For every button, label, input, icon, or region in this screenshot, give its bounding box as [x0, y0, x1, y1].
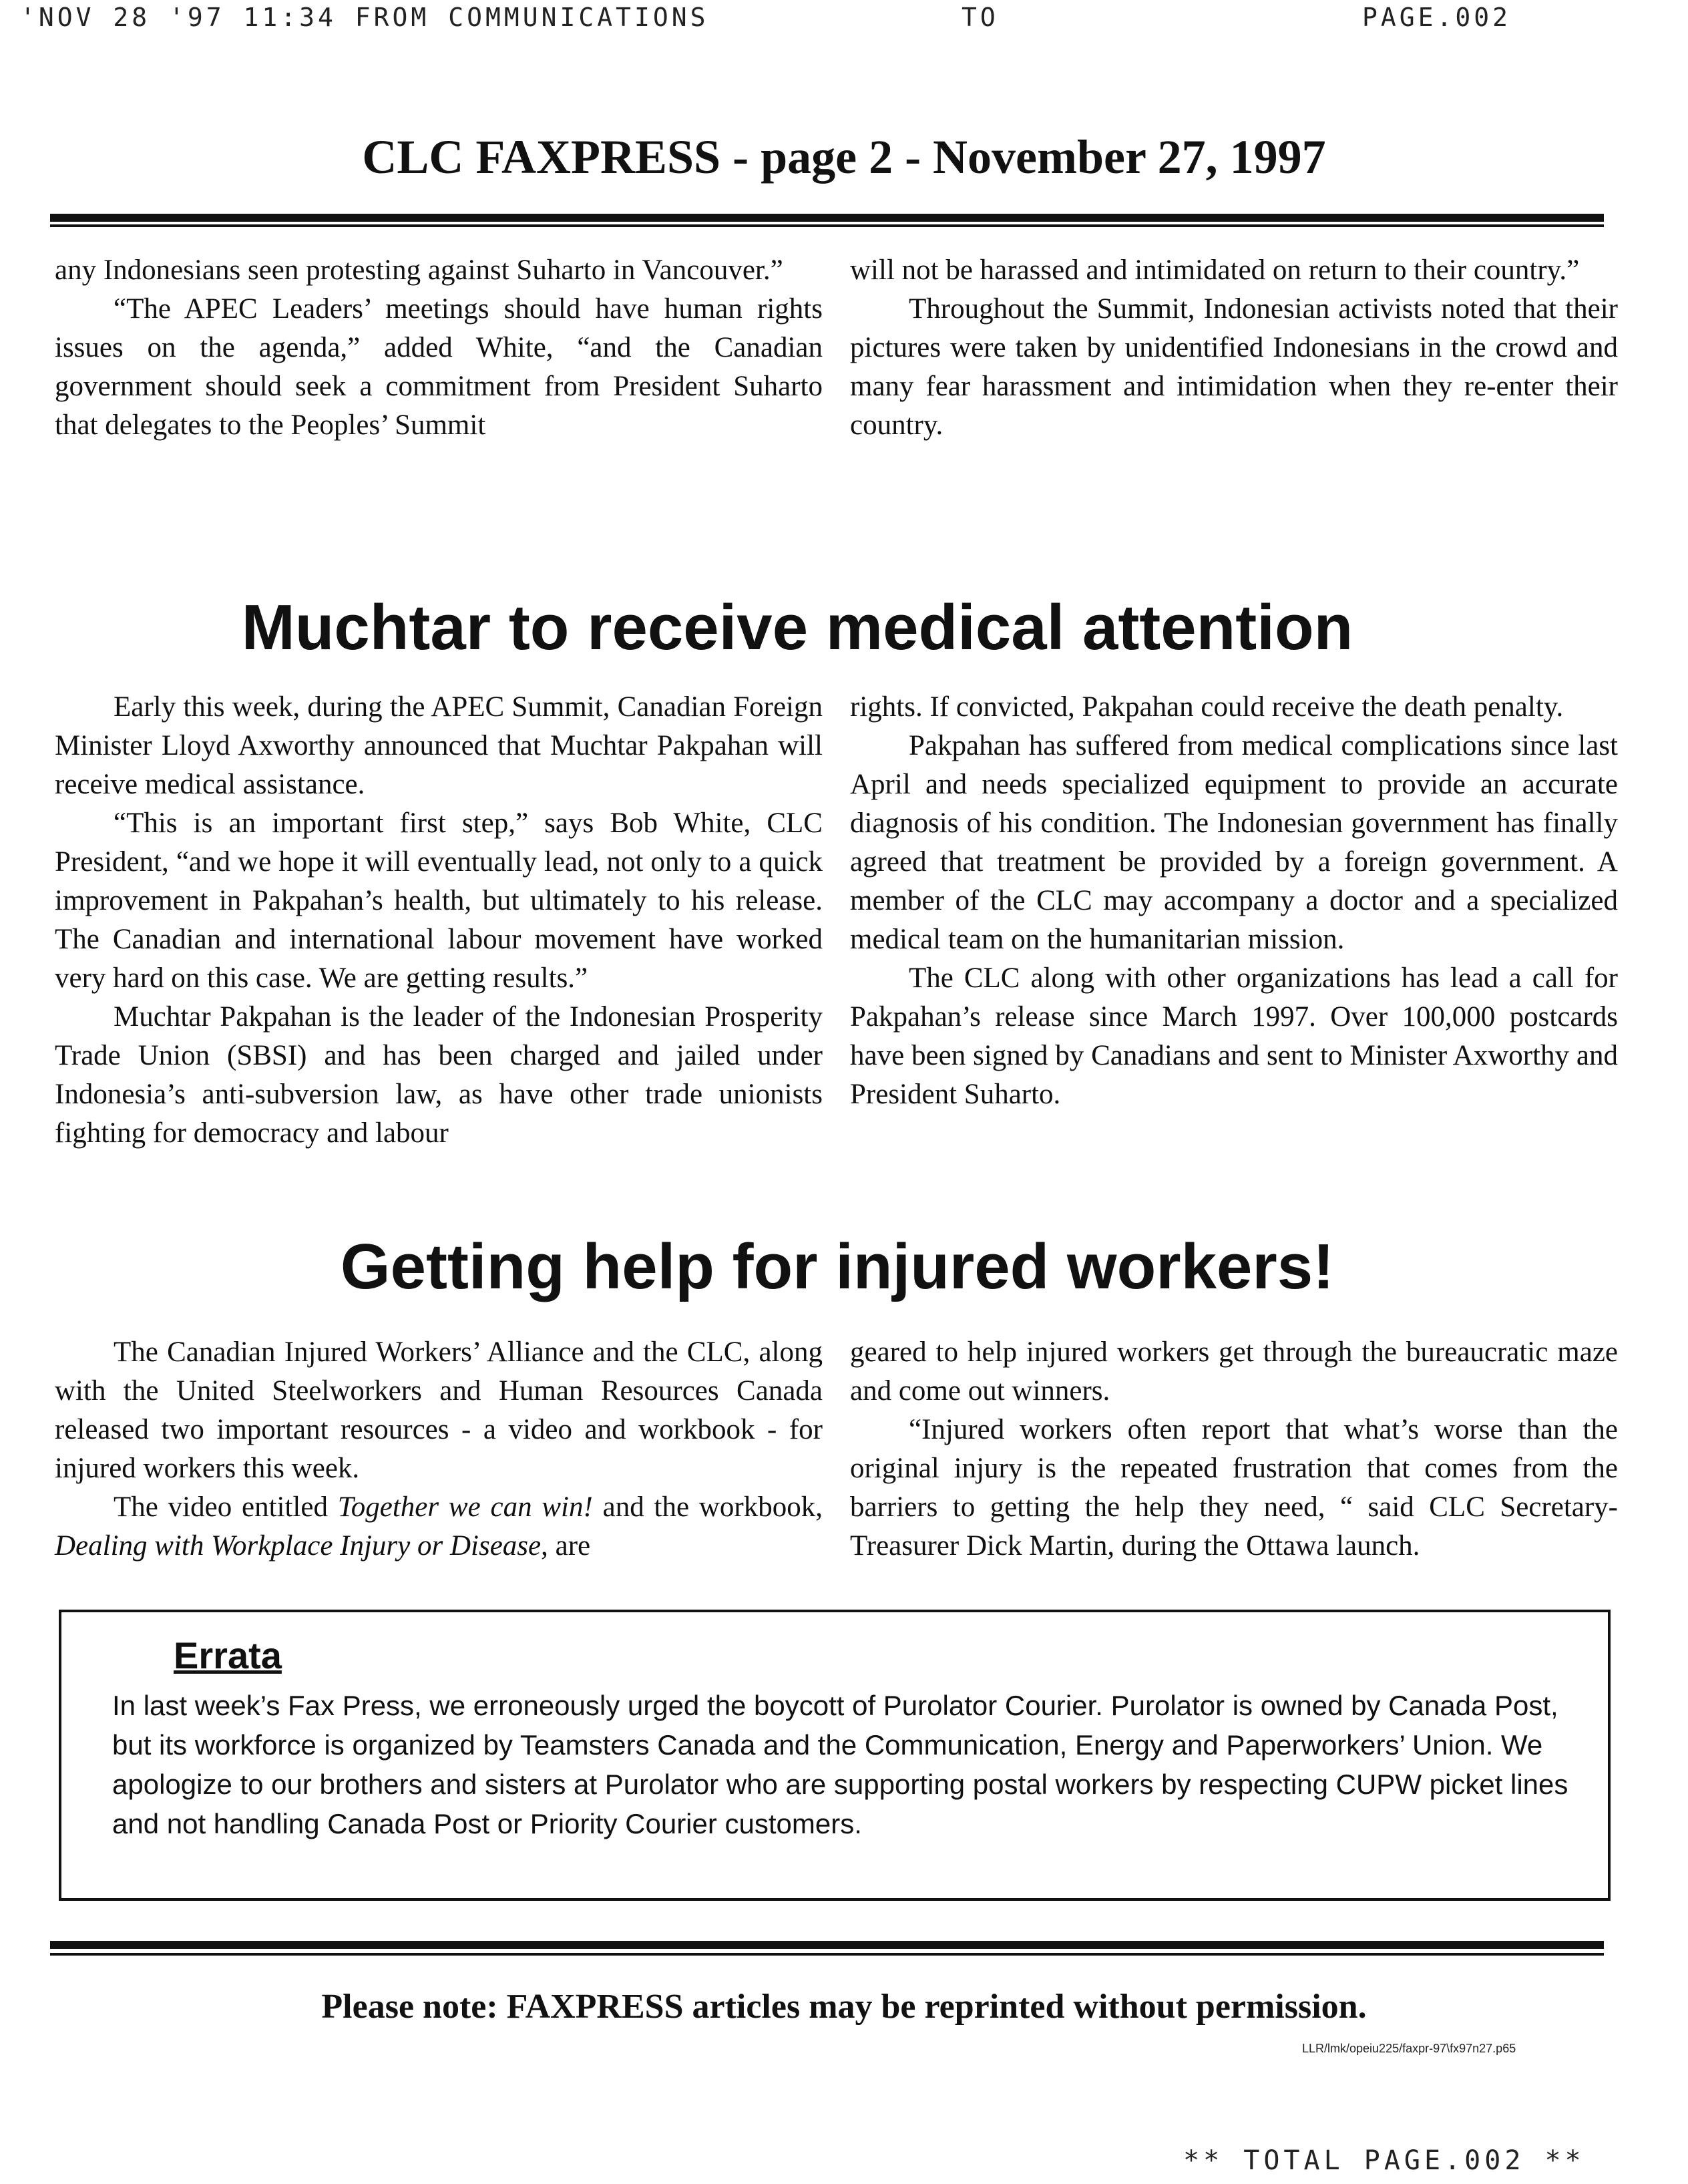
paragraph: “This is an important first step,” says Bob White, CLC President, “and we hope it will eventually lead, not only to a quick improvement in Pakpahan’s health, but ultimately to his release. The Canadian and international labour movement have worked very hard on this case. We are getting results.” — [55, 807, 823, 994]
injured-article-left-column — [55, 1333, 823, 1566]
headline-muchtar: Muchtar to receive medical attention — [241, 592, 1353, 663]
paragraph: Pakpahan has suffered from medical complications since last April and needs specialized equipment to provide an accurate diagnosis of his condition. The Indonesian government has finally agreed that treatment be provided by a foreign government. A member of the CLC may accompany a doctor and a specialized medical team on the humanitarian mission. — [850, 730, 1618, 955]
fax-header-to: TO — [962, 3, 999, 32]
workbook-title: Dealing with Workplace Injury or Disease — [55, 1530, 542, 1562]
paragraph: Throughout the Summit, Indonesian activists noted that their pictures were taken by unidentified Indonesians in the crowd and many fear harassment and intimidation when they re-enter their country. — [850, 293, 1618, 441]
video-title: Together we can win! — [337, 1491, 593, 1523]
continued-article-right-column — [850, 251, 1618, 445]
paragraph: “Injured workers often report that what’s worse than the original injury is the repeated frustration that comes from the barriers to getting the help they need, “ said CLC Secretary-Treasurer Dick Martin, during the Ottawa launch. — [850, 1414, 1618, 1562]
masthead-title: CLC FAXPRESS - page 2 - November 27, 1997 — [362, 130, 1326, 184]
file-path: LLR/lmk/opeiu225/faxpr-97\fx97n27.p65 — [1302, 2042, 1516, 2055]
continued-article-left-column — [55, 251, 823, 445]
muchtar-article-left-column — [55, 688, 823, 1153]
paragraph: The Canadian Injured Workers’ Alliance and the CLC, along with the United Steelworkers and Human Resources Canada released two important resources - a video and workbook - for injured workers this week. — [55, 1336, 823, 1484]
muchtar-article-right-column — [850, 688, 1618, 1114]
paragraph: The CLC along with other organizations has lead a call for Pakpahan’s release since March 1997. Over 100,000 postcards have been signed by Canadians and sent to Minister Axworthy and President Suharto. — [850, 962, 1618, 1110]
total-page: ** TOTAL PAGE.002 ** — [1183, 2145, 1585, 2176]
fax-header-page: PAGE.002 — [1362, 3, 1512, 32]
text-run: The video entitled — [114, 1491, 338, 1523]
paragraph: rights. If convicted, Pakpahan could receive the death penalty. — [850, 691, 1564, 723]
paragraph: “The APEC Leaders’ meetings should have human rights issues on the agenda,” added White, “and the Canadian government should seek a commitment from President Suharto that delegates to the Peoples’ Summit — [55, 293, 823, 441]
paragraph: Muchtar Pakpahan is the leader of the Indonesian Prosperity Trade Union (SBSI) and has been charged and jailed under Indonesia’s anti-subversion law, as have other trade unionists fighting for democracy and labour — [55, 1001, 823, 1149]
fax-header — [0, 3, 1688, 36]
paragraph: Early this week, during the APEC Summit, Canadian Foreign Minister Lloyd Axworthy announced that Muchtar Pakpahan will receive medical assistance. — [55, 691, 823, 800]
footer-note: Please note: FAXPRESS articles may be reprinted without permission. — [321, 1988, 1367, 2026]
fax-header-date-from: 'NOV 28 '97 11:34 FROM COMMUNICATIONS — [20, 3, 709, 32]
errata-title: Errata — [174, 1634, 282, 1676]
paragraph: any Indonesians seen protesting against Suharto in Vancouver.” — [55, 254, 783, 286]
headline-injured-workers: Getting help for injured workers! — [340, 1231, 1335, 1302]
text-run: , are — [541, 1530, 591, 1562]
text-run: and the workbook, — [592, 1491, 823, 1523]
footer-rule-thin — [50, 1953, 1604, 1956]
footer-rule — [50, 1941, 1604, 1949]
paragraph — [55, 1488, 823, 1566]
masthead-rule — [50, 214, 1604, 222]
masthead-rule-thin — [50, 224, 1604, 227]
errata-body: In last week’s Fax Press, we erroneously urged the boycott of Purolator Courier. Purolator is owned by Canada Post, but its workforce is organized by Teamsters Canada and the Communication, Energy and Paperworkers’ Union. We apologize to our brothers and sisters at Purolator who are supporting postal workers by respecting CUPW picket lines and not handling Canada Post or Priority Courier customers. — [112, 1690, 1568, 1839]
paragraph: geared to help injured workers get through the bureaucratic maze and come out winners. — [850, 1336, 1618, 1407]
paragraph: will not be harassed and intimidated on return to their country.” — [850, 254, 1580, 286]
errata-box — [59, 1610, 1611, 1901]
injured-article-right-column — [850, 1333, 1618, 1566]
